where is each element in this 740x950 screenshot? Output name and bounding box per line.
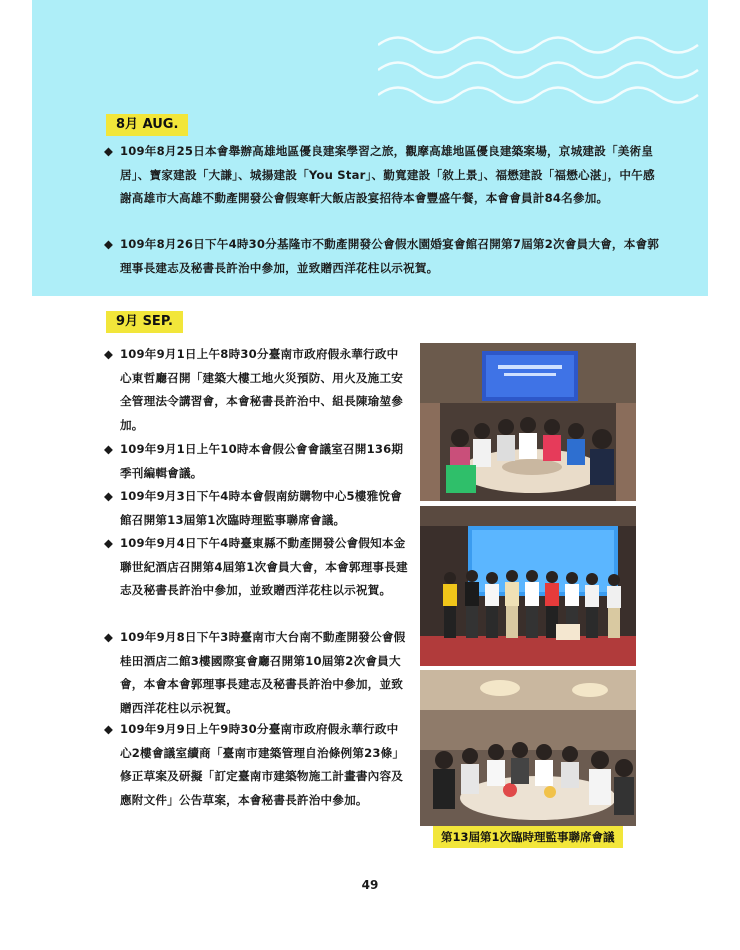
august-item-2-text: 109年8月26日下午4時30分基隆市不動產開發公會假水園婚宴會館召開第7屆第2次會員大會，本會郭理事長建志及秘書長許治中參加，並致贈西洋花柱以示祝賀。 bbox=[120, 237, 660, 275]
september-item-4 bbox=[104, 532, 410, 603]
september-item-2 bbox=[104, 438, 410, 485]
september-item-4-text: 109年9月4日下午4時臺東縣不動產開發公會假知本金聯世紀酒店召開第4屆第1次會員大會，本會郭理事長建志及秘書長許治中參加，並致贈西洋花柱以示祝賀。 bbox=[120, 536, 408, 597]
bullet-diamond-icon: ◆ bbox=[104, 489, 114, 503]
september-item-3 bbox=[104, 485, 410, 532]
meeting-photo-2 bbox=[420, 506, 636, 666]
september-label: 9月 SEP. bbox=[106, 311, 183, 333]
august-item-2 bbox=[104, 233, 665, 280]
meeting-photo-3 bbox=[420, 670, 636, 826]
wave-decoration-icon bbox=[378, 0, 708, 120]
september-item-6-text: 109年9月9日上午9時30分臺南市政府假永華行政中心2樓會議室續商「臺南市建築管理自治條例第23條」修正草案及研擬「訂定臺南市建築物施工計畫書內容及應附文件」公告草案，本會秘書長許治中參加。 bbox=[120, 722, 405, 807]
september-item-5 bbox=[104, 626, 410, 720]
september-item-6 bbox=[104, 718, 410, 812]
august-item-1 bbox=[104, 140, 665, 211]
page-number: 49 bbox=[361, 878, 379, 892]
september-item-2-text: 109年9月1日上午10時本會假公會會議室召開136期季刊編輯會議。 bbox=[120, 442, 404, 480]
september-item-3-text: 109年9月3日下午4時本會假南紡購物中心5樓雅悅會館召開第13屆第1次臨時理監事聯席會議。 bbox=[120, 489, 402, 527]
bullet-diamond-icon: ◆ bbox=[104, 237, 114, 251]
photo-caption: 第13屆第1次臨時理監事聯席會議 bbox=[433, 826, 623, 848]
september-item-1-text: 109年9月1日上午8時30分臺南市政府假永華行政中心東哲廳召開「建築大樓工地火災預防、用火及施工安全管理法令講習會，本會秘書長許治中、組長陳瑜堃參加。 bbox=[120, 347, 404, 432]
bullet-diamond-icon: ◆ bbox=[104, 442, 114, 456]
bullet-diamond-icon: ◆ bbox=[104, 536, 114, 550]
september-item-5-text: 109年9月8日下午3時臺南市大台南不動產開發公會假桂田酒店二館3樓國際宴會廳召開第10屆第2次會員大會，本會本會郭理事長建志及秘書長許治中參加，並致贈西洋花柱以示祝賀。 bbox=[120, 630, 406, 715]
bullet-diamond-icon: ◆ bbox=[104, 722, 114, 736]
bullet-diamond-icon: ◆ bbox=[104, 630, 114, 644]
bullet-diamond-icon: ◆ bbox=[104, 347, 114, 361]
august-label: 8月 AUG. bbox=[106, 114, 188, 136]
meeting-photo-1 bbox=[420, 343, 636, 501]
bullet-diamond-icon: ◆ bbox=[104, 144, 114, 158]
august-item-1-text: 109年8月25日本會舉辦高雄地區優良建案學習之旅，觀摩高雄地區優良建築案場，京城建設「美術皇居」、寶家建設「大謙」、城揚建設「You Star」、勤寬建設「敘上景」、福懋建設「福懋心湛」，中午感謝高雄市大高雄不動產開發公會假寒軒大飯店設宴招待本會豐盛午餐，本會會員計84名參加。 bbox=[120, 144, 655, 205]
september-item-1 bbox=[104, 343, 410, 437]
